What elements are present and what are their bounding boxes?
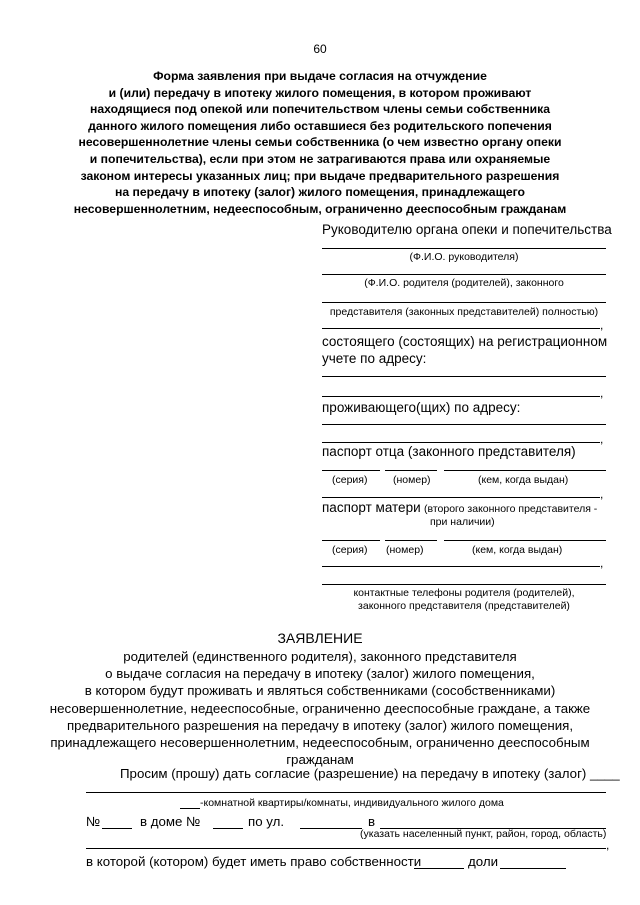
- street-label: по ул.: [248, 814, 285, 829]
- parent-fio-caption: (Ф.И.О. родителя (родителей), законного: [364, 277, 564, 289]
- comma: ,: [600, 432, 604, 446]
- title-line: законом интересы указанных лиц; при выдаче предварительного разрешения: [80, 168, 560, 183]
- form-title: [60, 68, 580, 217]
- ownership-line[interactable]: [414, 868, 464, 869]
- apartment-number-line[interactable]: [102, 828, 132, 829]
- subheading-line: родителей (единственного родителя), законного представителя: [123, 649, 517, 664]
- application-heading: ЗАЯВЛЕНИЕ: [277, 630, 363, 646]
- place-caption: (указать населенный пункт, район, город, область): [360, 828, 607, 840]
- request-line[interactable]: [86, 792, 606, 793]
- subheading-line: принадлежащего несовершеннолетним, недееспособным, ограниченно дееспособным: [50, 735, 590, 751]
- registered-address-line[interactable]: [322, 376, 606, 377]
- title-line: данного жилого помещения либо оставшиеся без родительского попечения: [88, 118, 552, 133]
- in-house-label: в доме №: [140, 814, 201, 829]
- registered-address-line-2[interactable]: [322, 396, 600, 397]
- subheading-line: гражданам: [286, 752, 354, 768]
- subheading-line: предварительного разрешения на передачу в ипотеку (залог) жилого помещения,: [66, 717, 574, 733]
- living-label: проживающего(щих) по адресу:: [322, 400, 521, 415]
- living-address-line[interactable]: [322, 424, 606, 425]
- house-number-line[interactable]: [213, 828, 243, 829]
- share-line[interactable]: [500, 868, 566, 869]
- head-fio-line[interactable]: [322, 248, 606, 249]
- mother-passport-label: паспорт матери: [322, 500, 421, 515]
- father-issued-line[interactable]: [444, 470, 606, 471]
- mother-note-2: при наличии): [430, 516, 495, 528]
- father-number-caption: (номер): [393, 474, 431, 486]
- in-label: в: [368, 814, 376, 829]
- comma: ,: [600, 318, 604, 332]
- mother-issued-caption: (кем, когда выдан): [472, 544, 563, 556]
- title-line: несовершеннолетним, недееспособным, ограниченно дееспособным гражданам: [73, 201, 567, 216]
- subheading-line: в котором будут проживать и являться собственниками (сособственниками): [84, 683, 556, 699]
- comma: ,: [600, 386, 604, 400]
- phones-line[interactable]: [322, 584, 606, 585]
- subheading-line: о выдаче согласия на передачу в ипотеку (залог) жилого помещения,: [105, 666, 535, 682]
- comma: ,: [600, 487, 604, 501]
- parent-fio-line-3[interactable]: [322, 328, 600, 329]
- rooms-caption: -комнатной квартиры/комнаты, индивидуального жилого дома: [200, 797, 504, 809]
- father-number-line[interactable]: [385, 470, 437, 471]
- registered-label: состоящего (состоящих) на регистрационном: [322, 334, 608, 349]
- place-line-2[interactable]: [86, 848, 606, 849]
- phones-caption-2: законного представителя (представителей): [358, 600, 570, 612]
- mother-series-line[interactable]: [322, 540, 380, 541]
- mother-passport-line-2[interactable]: [322, 566, 600, 567]
- request-text: Просим (прошу) дать согласие (разрешение) на передачу в ипотеку (залог) ____: [120, 766, 620, 781]
- title-line: на передачу в ипотеку (залог) жилого помещения, принадлежащего: [114, 185, 525, 200]
- father-series-caption: (серия): [332, 474, 368, 486]
- share-label: доли: [468, 854, 499, 869]
- father-passport-label: паспорт отца (законного представителя): [322, 444, 576, 459]
- head-fio-caption: (Ф.И.О. руководителя): [409, 251, 519, 263]
- mother-number-line[interactable]: [385, 540, 437, 541]
- recipient-label: Руководителю органа опеки и попечительства: [322, 222, 612, 237]
- rooms-count-line[interactable]: [180, 808, 200, 809]
- comma: ,: [600, 556, 604, 570]
- father-issued-caption: (кем, когда выдан): [478, 474, 569, 486]
- father-series-line[interactable]: [322, 470, 380, 471]
- father-passport-line-2[interactable]: [322, 497, 600, 498]
- application-subheading: [40, 648, 600, 768]
- ownership-text: в которой (котором) будет иметь право собственности: [86, 854, 422, 869]
- title-line: и попечительства), если при этом не затрагиваются права или охраняемые: [89, 151, 551, 166]
- parent-fio-line-2[interactable]: [322, 302, 606, 303]
- mother-issued-line[interactable]: [444, 540, 606, 541]
- page-number: 60: [313, 42, 327, 56]
- comma: ,: [606, 838, 610, 852]
- street-line[interactable]: [300, 828, 362, 829]
- living-address-line-2[interactable]: [322, 442, 600, 443]
- parent-fio-caption-2: представителя (законных представителей) полностью): [329, 306, 599, 318]
- subheading-line: несовершеннолетние, недееспособные, ограниченно дееспособные граждане, а также: [49, 700, 591, 716]
- mother-note: (второго законного представителя -: [424, 503, 598, 515]
- no-label: №: [86, 814, 101, 829]
- title-line: несовершеннолетние члены семьи собственника (о чем известно органу опеки: [78, 135, 562, 150]
- mother-number-caption: (номер): [386, 544, 424, 556]
- title-line: находящиеся под опекой или попечительством члены семьи собственника: [89, 102, 550, 117]
- title-line: Форма заявления при выдаче согласия на отчуждение: [153, 69, 487, 83]
- phones-caption: контактные телефоны родителя (родителей),: [353, 587, 575, 599]
- mother-series-caption: (серия): [332, 544, 368, 556]
- parent-fio-line[interactable]: [322, 274, 606, 275]
- registered-label-2: учете по адресу:: [322, 351, 427, 366]
- title-line: и (или) передачу в ипотеку жилого помещения, в котором проживают: [108, 85, 532, 100]
